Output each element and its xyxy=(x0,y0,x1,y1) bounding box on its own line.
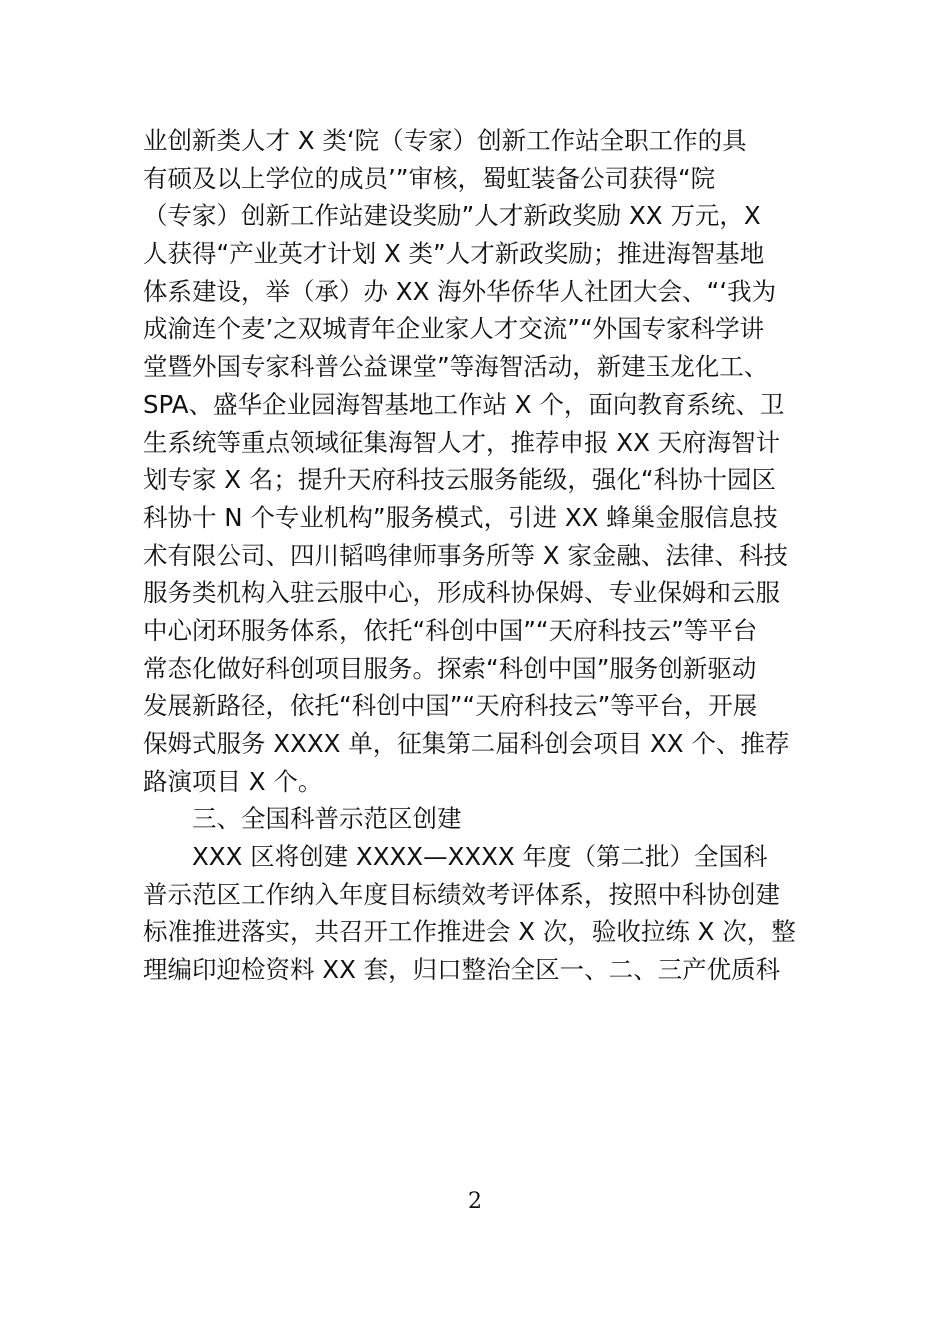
text-line: 发展新路径，依托“科创中国”“天府科技云”等平台，开展 xyxy=(143,691,758,721)
text-line: 普示范区工作纳入年度目标绩效考评体系，按照中科协创建 xyxy=(143,879,780,909)
text-line: 生系统等重点领域征集海智人才，推荐申报 XX 天府海智计 xyxy=(143,427,781,457)
text-line: 服务类机构入驻云服中心，形成科协保姆、专业保姆和云服 xyxy=(143,578,780,608)
section-heading: 三、全国科普示范区创建 xyxy=(192,804,462,834)
text-line: 人获得“产业英才计划 X 类”人才新政奖励；推进海智基地 xyxy=(143,239,765,269)
text-line: 术有限公司、四川韬鸣律师事务所等 X 家金融、法律、科技 xyxy=(143,540,788,570)
page-number: 2 xyxy=(468,1189,482,1214)
text-line: 科协十 N 个专业机构”服务模式，引进 XX 蜂巢金服信息技 xyxy=(143,502,778,532)
text-line: 划专家 X 名；提升天府科技云服务能级，强化“科协十园区 xyxy=(143,465,777,495)
text-line: （专家）创新工作站建设奖励”人才新政奖励 XX 万元，X xyxy=(143,201,761,231)
text-line: 成渝连个麦’之双城青年企业家人才交流”“外国专家科学讲 xyxy=(143,314,765,344)
text-line: 常态化做好科创项目服务。探索“科创中国”服务创新驱动 xyxy=(143,653,757,683)
text-line: 业创新类人才 X 类‘院（专家）创新工作站全职工作的具 xyxy=(143,126,747,155)
text-line: 中心闭环服务体系，依托“科创中国”“天府科技云”等平台 xyxy=(143,615,758,645)
text-line: 堂暨外国专家科普公益课堂”等海智活动，新建玉龙化工、 xyxy=(143,352,769,382)
text-line: 保姆式服务 XXXX 单，征集第二届科创会项目 XX 个、推荐 xyxy=(143,729,790,758)
text-line: 路演项目 X 个。 xyxy=(143,766,323,796)
text-line: 标准推进落实，共召开工作推进会 X 次，验收拉练 X 次，整 xyxy=(143,917,796,947)
text-line: 理编印迎检资料 XX 套，归口整治全区一、二、三产优质科 xyxy=(143,955,781,985)
text-line: SPA、盛华企业园海智基地工作站 X 个，面向教育系统、卫 xyxy=(143,389,785,419)
text-line: XXX 区将创建 XXXX—XXXX 年度（第二批）全国科 xyxy=(192,842,768,872)
text-line: 体系建设，举（承）办 XX 海外华侨华人社团大会、“‘我为 xyxy=(143,276,777,306)
body-text xyxy=(143,122,823,989)
text-line: 有硕及以上学位的成员’”审核，蜀虹装备公司获得“院 xyxy=(143,163,716,193)
